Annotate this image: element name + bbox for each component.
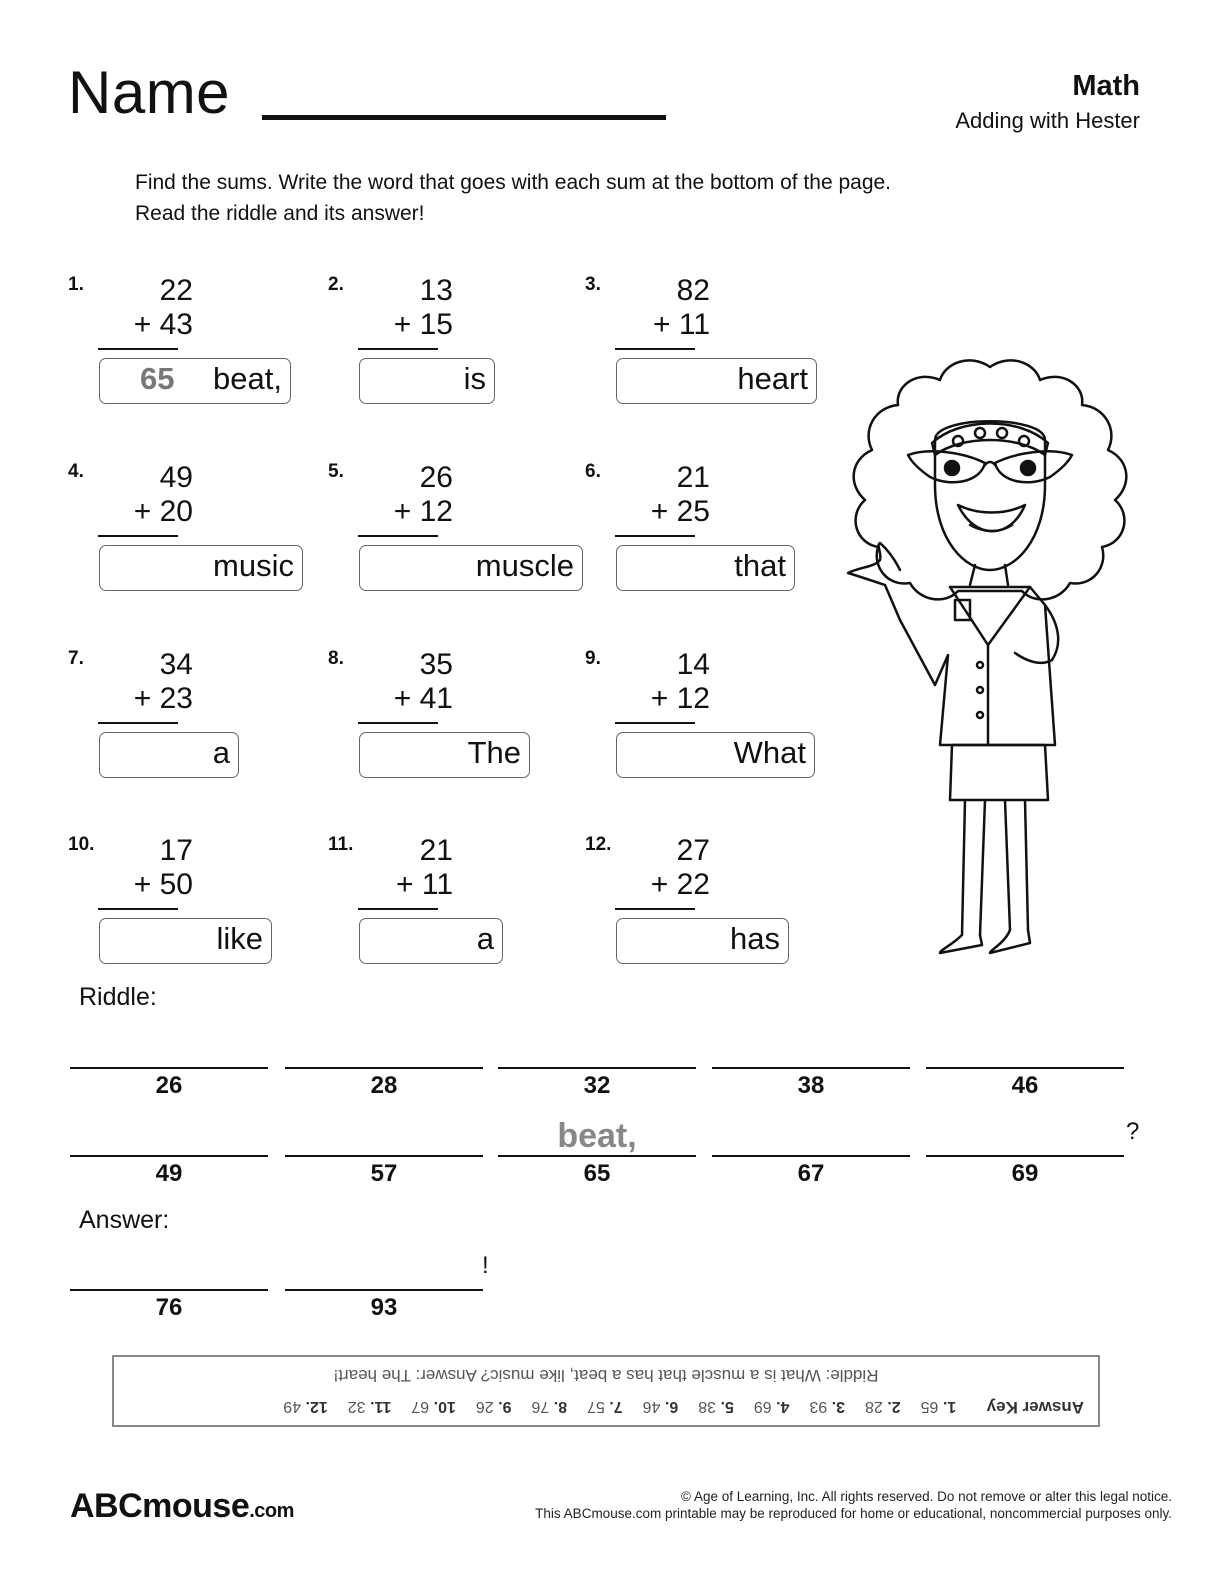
answer-key-value: 65 bbox=[920, 1398, 939, 1415]
problem-word: is bbox=[463, 361, 486, 396]
problem-number: 3. bbox=[585, 274, 601, 295]
blank-line[interactable] bbox=[70, 1067, 268, 1069]
blank-sum-label: 76 bbox=[155, 1294, 183, 1321]
answer-key-title: Answer Key bbox=[986, 1398, 1084, 1417]
logo-suffix: .com bbox=[249, 1500, 294, 1522]
problem-2 bbox=[328, 268, 588, 398]
answer-key-item bbox=[809, 1398, 845, 1415]
problem-3 bbox=[585, 268, 845, 398]
problem-4 bbox=[68, 455, 328, 585]
subject-title: Math bbox=[1072, 70, 1140, 102]
blank-sum-label: 57 bbox=[370, 1160, 398, 1187]
problem-1 bbox=[68, 268, 328, 398]
answer-key-item bbox=[587, 1398, 623, 1415]
problem-word: The bbox=[467, 735, 521, 770]
problem-10 bbox=[68, 828, 328, 958]
answer-key-value: 28 bbox=[865, 1398, 883, 1415]
problem-word: muscle bbox=[475, 548, 574, 583]
answer-key-item bbox=[411, 1398, 456, 1415]
abcmouse-logo bbox=[70, 1487, 294, 1526]
blank-sum-label: 46 bbox=[1011, 1072, 1039, 1099]
answer-key-value: 49 bbox=[283, 1398, 302, 1415]
addend-bottom: + 23 bbox=[133, 682, 193, 715]
answer-key-value: 67 bbox=[411, 1398, 430, 1415]
answer-box[interactable] bbox=[616, 358, 817, 404]
answer-key-value: 46 bbox=[642, 1398, 661, 1415]
addend-top: 13 bbox=[419, 274, 453, 307]
answer-key-number: 6. bbox=[664, 1398, 679, 1415]
answer-key-item bbox=[348, 1398, 392, 1415]
problem-number: 6. bbox=[585, 461, 601, 482]
problem-number: 5. bbox=[328, 461, 344, 482]
addend-bottom: + 12 bbox=[650, 682, 710, 715]
riddle-filled-word: beat, bbox=[557, 1117, 637, 1155]
legal-line-2: This ABCmouse.com printable may be reproduced for home or educational, noncommercial purposes only. bbox=[535, 1506, 1172, 1521]
answer-key-item bbox=[754, 1398, 790, 1415]
blank-line[interactable] bbox=[285, 1155, 483, 1157]
sum-line bbox=[98, 535, 178, 537]
answer-box[interactable] bbox=[616, 545, 795, 591]
answer-box[interactable] bbox=[99, 358, 291, 404]
hester-character-illustration bbox=[840, 355, 1140, 960]
addend-top: 22 bbox=[159, 274, 193, 307]
answer-box[interactable] bbox=[99, 918, 272, 964]
answer-key-row bbox=[263, 1397, 1084, 1417]
problem-word: a bbox=[212, 735, 230, 770]
answer-key-number: 1. bbox=[942, 1398, 957, 1415]
addend-top: 49 bbox=[159, 461, 193, 494]
problem-number: 1. bbox=[68, 274, 84, 295]
answer-key-number: 4. bbox=[776, 1398, 790, 1415]
sum-line bbox=[358, 722, 438, 724]
answer-label: Answer: bbox=[79, 1206, 170, 1234]
blank-sum-label: 38 bbox=[797, 1072, 825, 1099]
blank-line[interactable] bbox=[712, 1155, 910, 1157]
problem-word: has bbox=[730, 921, 780, 956]
blank-sum-label: 67 bbox=[797, 1160, 825, 1187]
addend-top: 17 bbox=[159, 834, 193, 867]
answer-key-box bbox=[112, 1355, 1100, 1427]
addend-bottom: + 43 bbox=[133, 308, 193, 341]
answer-key-number: 10. bbox=[433, 1398, 456, 1415]
answer-box[interactable] bbox=[359, 918, 503, 964]
sum-line bbox=[358, 348, 438, 350]
answer-key-value: 57 bbox=[587, 1398, 605, 1415]
answer-key-value: 26 bbox=[475, 1398, 494, 1415]
addend-bottom: + 11 bbox=[396, 868, 453, 901]
answer-box[interactable] bbox=[359, 358, 495, 404]
addend-bottom: + 25 bbox=[650, 495, 710, 528]
answer-key-number: 12. bbox=[305, 1398, 328, 1415]
problem-number: 8. bbox=[328, 648, 344, 669]
blank-sum-label: 69 bbox=[1011, 1160, 1039, 1187]
problem-5 bbox=[328, 455, 588, 585]
problem-8 bbox=[328, 642, 588, 772]
answer-box[interactable] bbox=[359, 545, 583, 591]
addend-top: 21 bbox=[676, 461, 710, 494]
answer-box[interactable] bbox=[99, 545, 303, 591]
blank-sum-label: 26 bbox=[155, 1072, 183, 1099]
answer-key-number: 7. bbox=[609, 1398, 623, 1415]
blank-sum-label: 49 bbox=[155, 1160, 183, 1187]
answer-key-number: 5. bbox=[720, 1398, 734, 1415]
problem-6 bbox=[585, 455, 845, 585]
blank-sum-label: 28 bbox=[370, 1072, 398, 1099]
problem-word: beat, bbox=[213, 361, 282, 396]
problem-word: heart bbox=[737, 361, 808, 396]
addend-bottom: + 50 bbox=[133, 868, 193, 901]
instructions bbox=[135, 167, 891, 229]
instructions-line-2: Read the riddle and its answer! bbox=[135, 202, 425, 225]
answer-key-value: 93 bbox=[809, 1398, 828, 1415]
sum-line bbox=[98, 908, 178, 910]
addend-top: 26 bbox=[419, 461, 453, 494]
answer-key-value: 76 bbox=[531, 1398, 550, 1415]
answer-key-item bbox=[698, 1398, 734, 1415]
blank-line[interactable] bbox=[70, 1155, 268, 1157]
blank-line[interactable] bbox=[285, 1289, 483, 1291]
blank-line[interactable] bbox=[285, 1067, 483, 1069]
addend-top: 82 bbox=[676, 274, 710, 307]
addend-bottom: + 12 bbox=[393, 495, 453, 528]
sum-line bbox=[615, 908, 695, 910]
sum-line bbox=[98, 348, 178, 350]
answer-exclamation-mark: ! bbox=[482, 1252, 489, 1279]
problem-7 bbox=[68, 642, 328, 772]
answer-key-value: 32 bbox=[347, 1398, 366, 1415]
sum-line bbox=[615, 722, 695, 724]
instructions-line-1: Find the sums. Write the word that goes with each sum at the bottom of the page. bbox=[135, 171, 892, 194]
worksheet-subtitle: Adding with Hester bbox=[955, 108, 1140, 133]
problem-word: What bbox=[733, 735, 806, 770]
legal-line-1: © Age of Learning, Inc. All rights reserved. Do not remove or alter this legal notice. bbox=[681, 1489, 1172, 1504]
answer-key-item bbox=[643, 1398, 679, 1415]
answer-key-number: 3. bbox=[831, 1398, 846, 1415]
answer-key-item bbox=[283, 1398, 328, 1415]
sum-line bbox=[98, 722, 178, 724]
answer-key-value: 38 bbox=[698, 1398, 717, 1415]
riddle-question-mark: ? bbox=[1126, 1118, 1140, 1145]
answer-key-item bbox=[531, 1398, 567, 1415]
answer-box[interactable] bbox=[99, 732, 239, 778]
problem-number: 12. bbox=[585, 834, 612, 855]
addend-top: 27 bbox=[676, 834, 710, 867]
addend-top: 35 bbox=[419, 648, 453, 681]
addend-bottom: + 11 bbox=[653, 308, 710, 341]
answer-key-item bbox=[921, 1398, 957, 1415]
answer-key-value: 69 bbox=[753, 1398, 772, 1415]
addend-bottom: + 22 bbox=[650, 868, 710, 901]
addend-top: 14 bbox=[676, 648, 710, 681]
logo-main: ABCmouse bbox=[70, 1487, 250, 1525]
blank-sum-label: 32 bbox=[583, 1072, 611, 1099]
problem-9 bbox=[585, 642, 845, 772]
problem-number: 4. bbox=[68, 461, 84, 482]
sum-line bbox=[615, 348, 695, 350]
answer-key-number: 9. bbox=[498, 1398, 512, 1415]
addend-top: 34 bbox=[159, 648, 193, 681]
sum-line bbox=[358, 908, 438, 910]
answer-key-number: 2. bbox=[887, 1398, 901, 1415]
answer-key-number: 8. bbox=[553, 1398, 568, 1415]
problem-12 bbox=[585, 828, 845, 958]
problem-11 bbox=[328, 828, 588, 958]
problem-number: 2. bbox=[328, 274, 344, 295]
problem-word: that bbox=[734, 548, 786, 583]
answer-key-riddle: Riddle: What is a muscle that has a beat, like music? Answer: The heart! bbox=[333, 1366, 879, 1385]
answer-key-item bbox=[865, 1398, 901, 1415]
addend-top: 21 bbox=[419, 834, 453, 867]
problem-word: music bbox=[213, 548, 294, 583]
answer-box[interactable] bbox=[616, 732, 815, 778]
name-write-line[interactable] bbox=[262, 115, 666, 120]
problem-number: 7. bbox=[68, 648, 84, 669]
answer-key-upside-down bbox=[114, 1357, 1098, 1425]
blank-line[interactable] bbox=[70, 1289, 268, 1291]
answer-key-number: 11. bbox=[370, 1398, 392, 1415]
problem-number: 11. bbox=[328, 834, 354, 855]
addend-bottom: + 20 bbox=[133, 495, 193, 528]
addend-bottom: + 41 bbox=[393, 682, 453, 715]
blank-line[interactable] bbox=[498, 1067, 696, 1069]
answer-box[interactable] bbox=[616, 918, 789, 964]
legal-notice bbox=[535, 1488, 1172, 1522]
blank-sum-label: 65 bbox=[583, 1160, 611, 1187]
riddle-label: Riddle: bbox=[79, 983, 157, 1011]
blank-line[interactable] bbox=[926, 1155, 1124, 1157]
answer-key-item bbox=[476, 1398, 512, 1415]
blank-line[interactable] bbox=[926, 1067, 1124, 1069]
problem-number: 9. bbox=[585, 648, 601, 669]
addend-bottom: + 15 bbox=[393, 308, 453, 341]
problem-number: 10. bbox=[68, 834, 95, 855]
problem-word: a bbox=[476, 921, 494, 956]
sum-line bbox=[615, 535, 695, 537]
answer-box[interactable] bbox=[359, 732, 530, 778]
name-label: Name bbox=[68, 59, 231, 126]
filled-sum: 65 bbox=[140, 361, 175, 396]
problem-word: like bbox=[216, 921, 263, 956]
sum-line bbox=[358, 535, 438, 537]
blank-line[interactable] bbox=[712, 1067, 910, 1069]
blank-sum-label: 93 bbox=[370, 1294, 398, 1321]
